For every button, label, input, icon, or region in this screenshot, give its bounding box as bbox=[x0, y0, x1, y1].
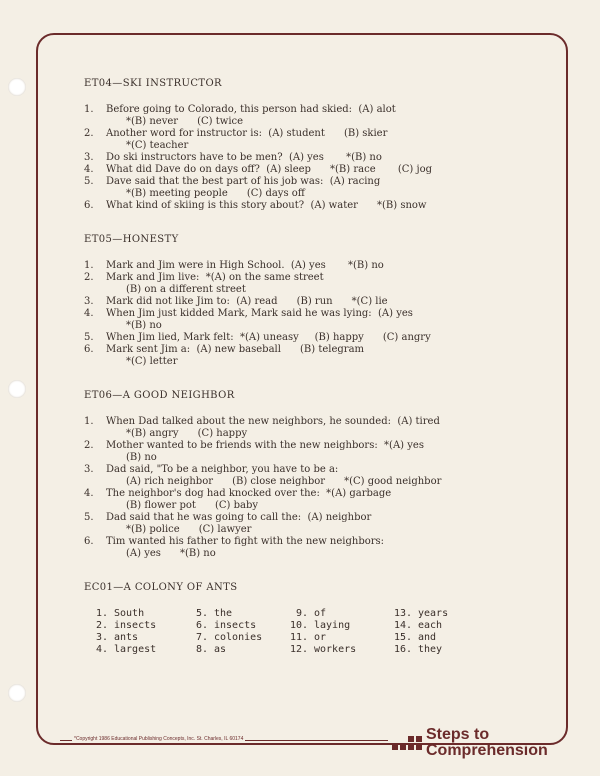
question-number: 3. bbox=[84, 464, 94, 475]
section-title: ET04—SKI INSTRUCTOR bbox=[84, 78, 222, 89]
word-text: or bbox=[314, 632, 327, 643]
word-entry bbox=[284, 644, 388, 656]
question-text: The neighbor's dog had knocked over the: *(A) garbage bbox=[106, 488, 392, 499]
word-entry bbox=[84, 608, 184, 620]
question-text: Dave said that the best part of his job was: (A) racing bbox=[106, 176, 381, 187]
word-text: they bbox=[418, 644, 443, 655]
word-number: 13. bbox=[393, 608, 412, 619]
question-number: 2. bbox=[84, 440, 94, 451]
word-entry bbox=[388, 644, 488, 656]
word-number: 14. bbox=[393, 620, 412, 631]
question-item bbox=[84, 536, 554, 548]
question-number: 2. bbox=[84, 128, 94, 139]
binder-hole-top bbox=[8, 78, 26, 96]
question-choices: (B) no bbox=[126, 452, 157, 463]
word-entry bbox=[84, 644, 184, 656]
word-text: South bbox=[114, 608, 145, 619]
word-number: 4. bbox=[95, 644, 108, 655]
question-number: 6. bbox=[84, 200, 94, 211]
word-entry bbox=[388, 608, 488, 620]
question-item bbox=[84, 308, 554, 320]
question-number: 4. bbox=[84, 164, 94, 175]
word-text: colonies bbox=[214, 632, 263, 643]
question-number: 3. bbox=[84, 152, 94, 163]
question-item bbox=[84, 260, 554, 272]
question-item bbox=[84, 164, 554, 176]
question-choices: *(C) letter bbox=[126, 356, 178, 367]
section-colony-of-ants bbox=[84, 582, 554, 656]
question-number: 5. bbox=[84, 332, 94, 343]
word-number: 8. bbox=[195, 644, 208, 655]
word-number: 3. bbox=[95, 632, 108, 643]
question-number: 3. bbox=[84, 296, 94, 307]
section-title: ET06—A GOOD NEIGHBOR bbox=[84, 390, 235, 401]
question-item bbox=[84, 152, 554, 164]
word-text: as bbox=[214, 644, 227, 655]
word-text: insects bbox=[214, 620, 257, 631]
word-text: and bbox=[418, 632, 437, 643]
word-number: 11. bbox=[289, 632, 308, 643]
logo-line-1: Steps to bbox=[426, 726, 490, 743]
word-text: the bbox=[214, 608, 233, 619]
question-choices: *(C) teacher bbox=[126, 140, 189, 151]
word-number: 9. bbox=[295, 608, 308, 619]
question-choices: *(B) meeting people (C) days off bbox=[126, 188, 305, 199]
question-text: Do ski instructors have to be men? (A) yes *(B) no bbox=[106, 152, 382, 163]
question-text: Another word for instructor is: (A) student (B) skier bbox=[106, 128, 388, 139]
word-entry bbox=[388, 620, 488, 632]
section-title: EC01—A COLONY OF ANTS bbox=[84, 582, 238, 593]
word-entry bbox=[284, 608, 388, 620]
word-entry bbox=[84, 620, 184, 632]
word-number: 10. bbox=[289, 620, 308, 631]
question-text: Before going to Colorado, this person had skied: (A) alot bbox=[106, 104, 396, 115]
word-number: 12. bbox=[289, 644, 308, 655]
question-number: 4. bbox=[84, 488, 94, 499]
question-item bbox=[84, 296, 554, 308]
question-number: 4. bbox=[84, 308, 94, 319]
question-text: Mark did not like Jim to: (A) read (B) run *(C) lie bbox=[106, 296, 388, 307]
question-text: Mark sent Jim a: (A) new baseball (B) telegram bbox=[106, 344, 365, 355]
question-number: 5. bbox=[84, 512, 94, 523]
question-choices: (A) yes *(B) no bbox=[126, 548, 216, 559]
word-entry bbox=[184, 620, 284, 632]
question-text: What kind of skiing is this story about? (A) water *(B) snow bbox=[106, 200, 427, 211]
logo-squares-icon bbox=[392, 736, 422, 750]
question-item bbox=[84, 200, 554, 212]
binder-hole-bottom bbox=[8, 684, 26, 702]
word-number: 15. bbox=[393, 632, 412, 643]
word-text: insects bbox=[114, 620, 157, 631]
word-number: 2. bbox=[95, 620, 108, 631]
question-text: Mark and Jim live: *(A) on the same street bbox=[106, 272, 324, 283]
word-text: of bbox=[314, 608, 327, 619]
question-number: 1. bbox=[84, 260, 94, 271]
question-number: 6. bbox=[84, 344, 94, 355]
section-ski-instructor bbox=[84, 78, 554, 212]
question-text: When Dad talked about the new neighbors, he sounded: (A) tired bbox=[106, 416, 440, 427]
word-number: 1. bbox=[95, 608, 108, 619]
word-text: laying bbox=[314, 620, 351, 631]
question-number: 1. bbox=[84, 104, 94, 115]
section-good-neighbor bbox=[84, 390, 554, 560]
question-item bbox=[84, 176, 554, 188]
question-item bbox=[84, 488, 554, 500]
word-text: ants bbox=[114, 632, 139, 643]
logo-line-2: Comprehension bbox=[426, 742, 548, 759]
question-number: 1. bbox=[84, 416, 94, 427]
question-text: When Jim just kidded Mark, Mark said he was lying: (A) yes bbox=[106, 308, 413, 319]
question-text: Mark and Jim were in High School. (A) yes *(B) no bbox=[106, 260, 384, 271]
question-text: Mother wanted to be friends with the new neighbors: *(A) yes bbox=[106, 440, 424, 451]
question-choices: *(B) no bbox=[126, 320, 162, 331]
word-number: 7. bbox=[195, 632, 208, 643]
question-text: What did Dave do on days off? (A) sleep *(B) race (C) jog bbox=[106, 164, 433, 175]
word-entry bbox=[388, 632, 488, 644]
section-title: ET05—HONESTY bbox=[84, 234, 179, 245]
question-number: 6. bbox=[84, 536, 94, 547]
steps-to-comprehension-logo bbox=[392, 727, 548, 759]
question-item bbox=[84, 272, 554, 284]
word-number: 6. bbox=[195, 620, 208, 631]
question-choices: (B) on a different street bbox=[126, 284, 246, 295]
word-number: 5. bbox=[195, 608, 208, 619]
word-text: workers bbox=[314, 644, 357, 655]
word-entry bbox=[84, 632, 184, 644]
word-entry bbox=[184, 632, 284, 644]
word-number: 16. bbox=[393, 644, 412, 655]
word-text: years bbox=[418, 608, 449, 619]
answer-key-content bbox=[84, 78, 554, 656]
question-choices: (A) rich neighbor (B) close neighbor *(C) good neighbor bbox=[126, 476, 442, 487]
word-text: each bbox=[418, 620, 443, 631]
word-entry bbox=[284, 620, 388, 632]
word-list bbox=[84, 608, 554, 656]
question-item bbox=[84, 104, 554, 116]
question-text: Dad said, "To be a neighbor, you have to be a: bbox=[106, 464, 339, 475]
word-entry bbox=[184, 608, 284, 620]
copyright-notice: *Copyright 1986 Educational Publishing Concepts, Inc. St. Charles, IL 60174 bbox=[74, 736, 244, 742]
question-item bbox=[84, 332, 554, 344]
logo-text bbox=[426, 727, 548, 759]
section-honesty bbox=[84, 234, 554, 368]
question-text: Dad said that he was going to call the: (A) neighbor bbox=[106, 512, 372, 523]
word-entry bbox=[184, 644, 284, 656]
question-choices: *(B) never (C) twice bbox=[126, 116, 244, 127]
question-number: 2. bbox=[84, 272, 94, 283]
question-choices: *(B) angry (C) happy bbox=[126, 428, 248, 439]
binder-hole-middle bbox=[8, 380, 26, 398]
question-item bbox=[84, 416, 554, 428]
question-item bbox=[84, 512, 554, 524]
question-item bbox=[84, 128, 554, 140]
question-choices: (B) flower pot (C) baby bbox=[126, 500, 259, 511]
word-entry bbox=[284, 632, 388, 644]
question-item bbox=[84, 464, 554, 476]
question-item bbox=[84, 440, 554, 452]
question-text: When Jim lied, Mark felt: *(A) uneasy (B) happy (C) angry bbox=[106, 332, 431, 343]
question-item bbox=[84, 344, 554, 356]
word-text: largest bbox=[114, 644, 157, 655]
question-number: 5. bbox=[84, 176, 94, 187]
question-text: Tim wanted his father to fight with the new neighbors: bbox=[106, 536, 385, 547]
question-choices: *(B) police (C) lawyer bbox=[126, 524, 252, 535]
